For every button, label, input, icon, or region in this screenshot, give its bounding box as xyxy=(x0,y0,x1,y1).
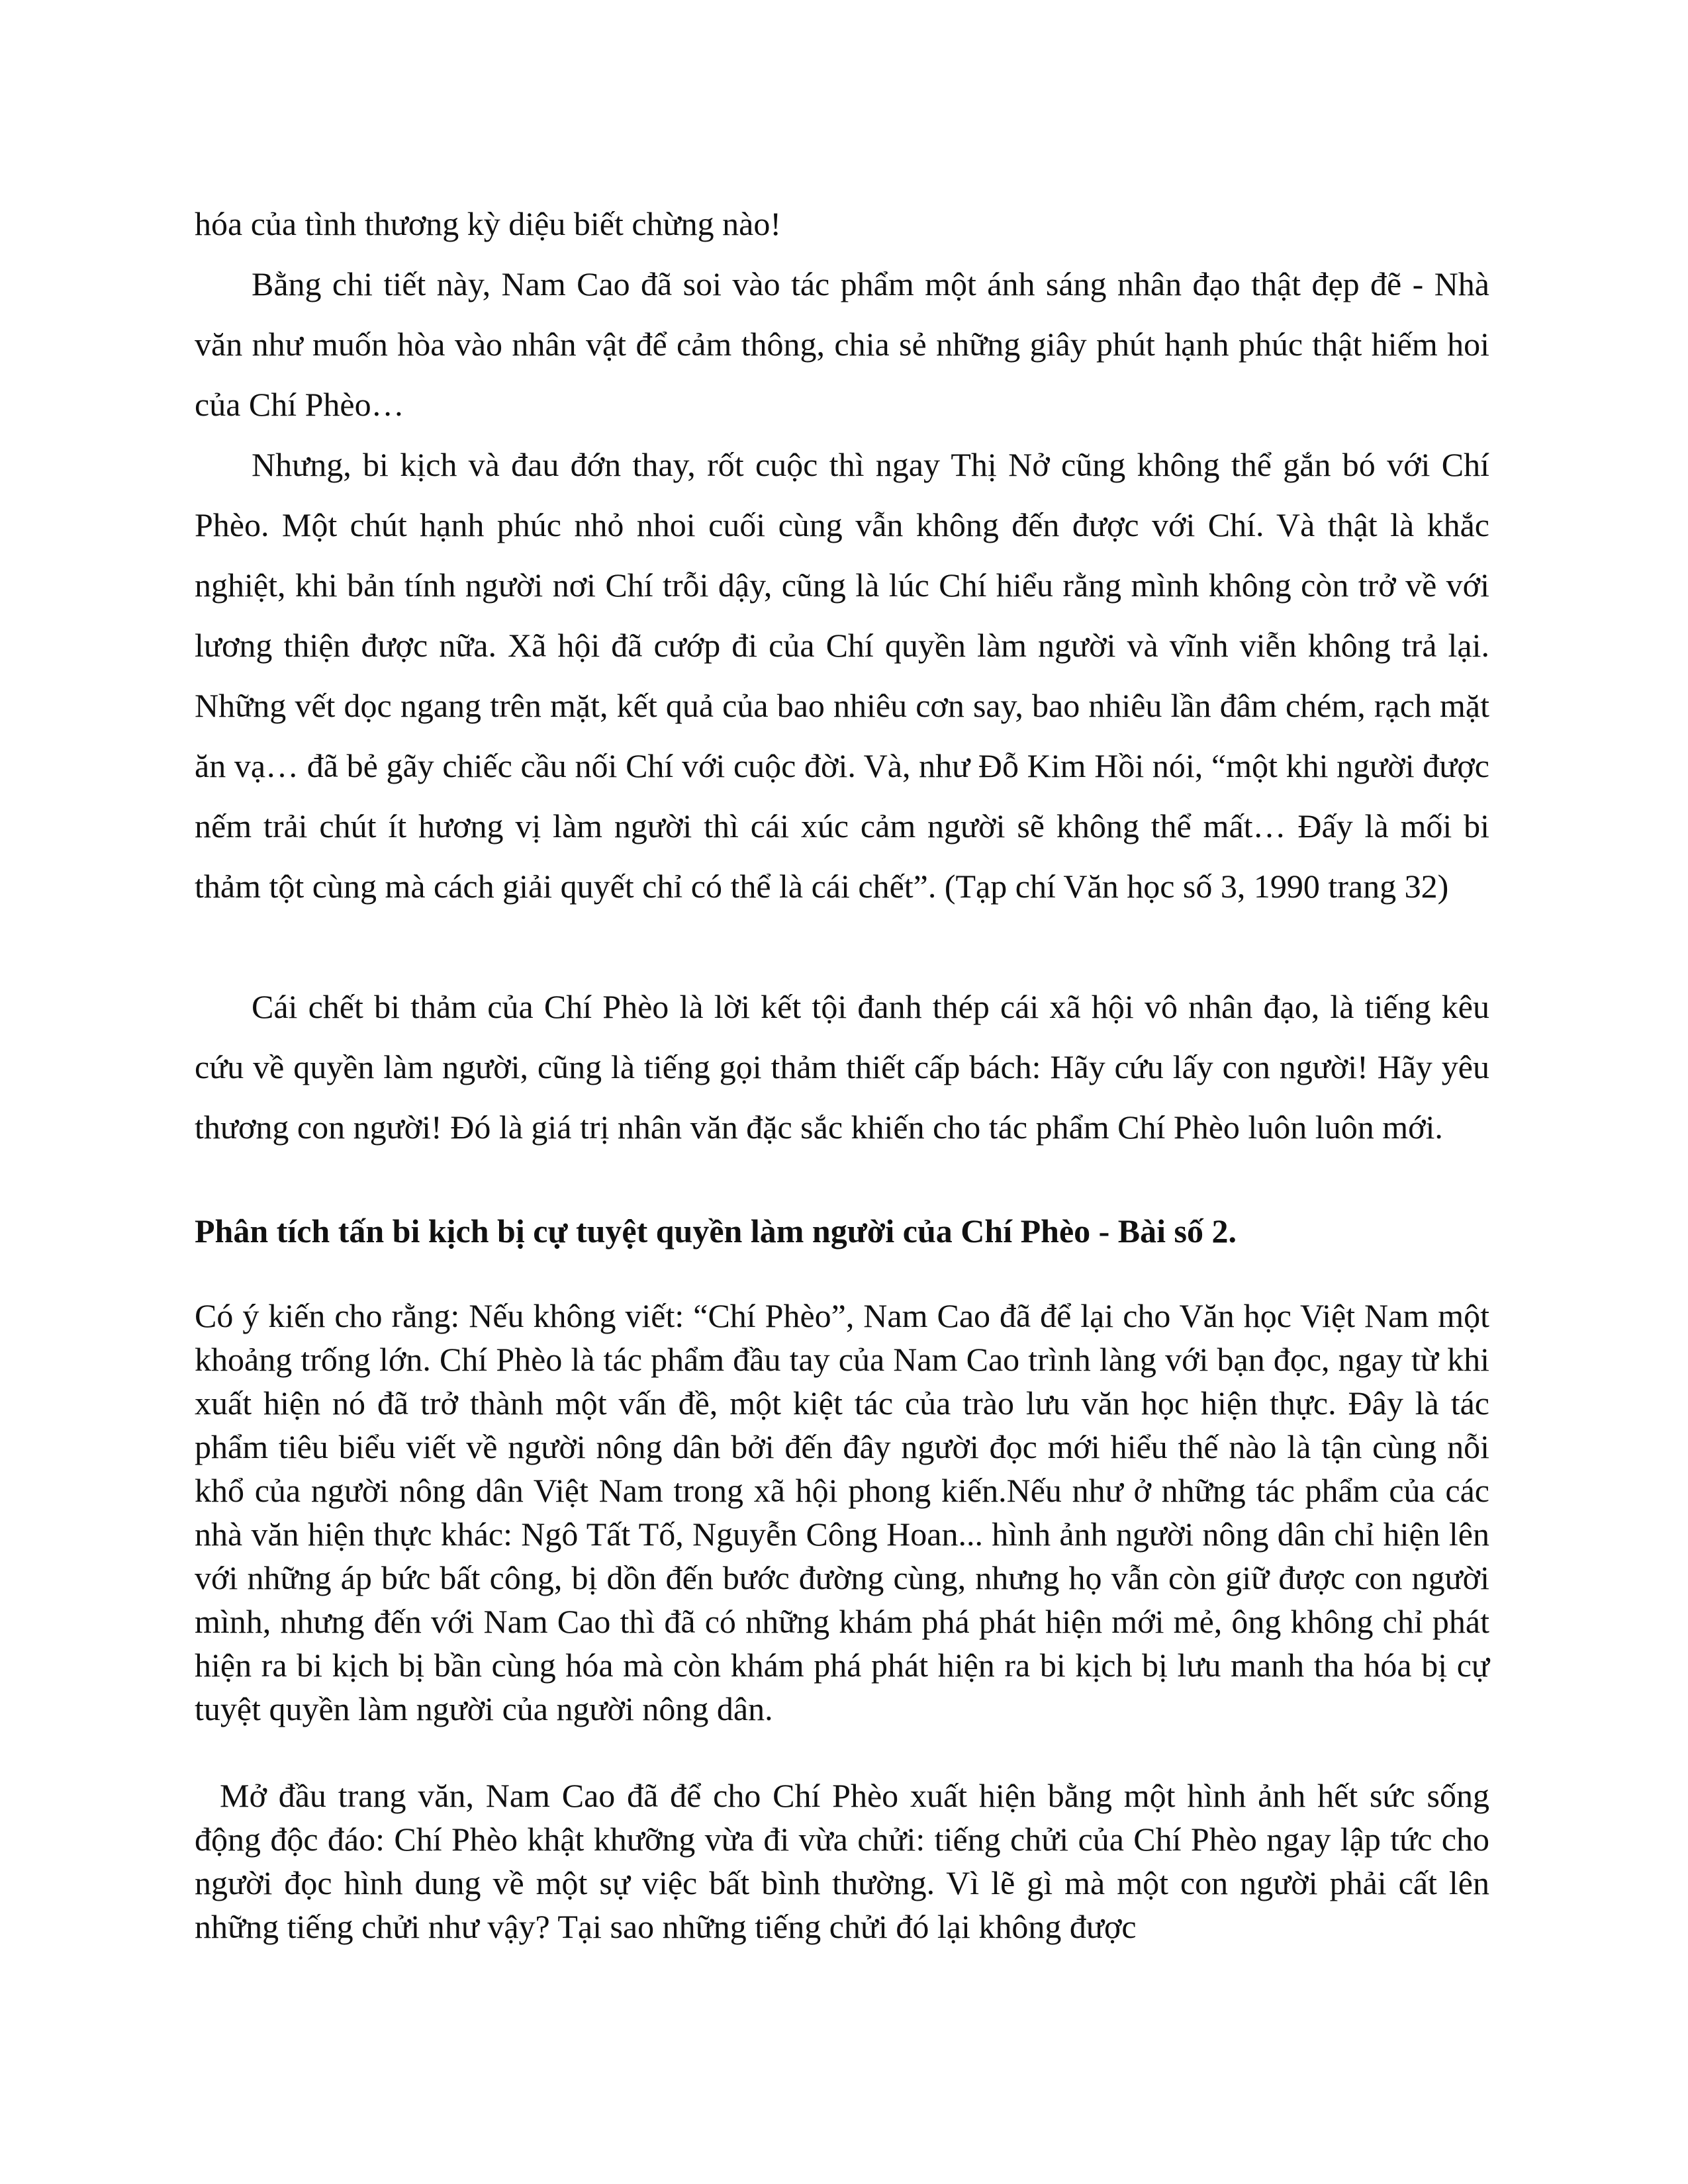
paragraph-continuation: hóa của tình thương kỳ diệu biết chừng nào! xyxy=(195,205,781,242)
section-heading: Phân tích tấn bi kịch bị cự tuyệt quyền làm người của Chí Phèo - Bài số 2. xyxy=(195,1212,1237,1250)
paragraph-opening-scene: Mở đầu trang văn, Nam Cao đã để cho Chí Phèo xuất hiện bằng một hình ảnh hết sức sống động độc đáo: Chí Phèo khật khưỡng vừa đi vừa chửi: tiếng chửi của Chí Phèo ngay lập tức cho người đọc hình dung về một sự việc bất bình thường. Vì lẽ gì mà một con người phải cất lên những tiếng chửi như vậy? Tại sao những tiếng chửi đó lại không được xyxy=(195,1777,1489,1945)
paragraph-introduction: Có ý kiến cho rằng: Nếu không viết: “Chí Phèo”, Nam Cao đã để lại cho Văn học Việt Nam một khoảng trống lớn. Chí Phèo là tác phẩm đầu tay của Nam Cao trình làng với bạn đọc, ngay từ khi xuất hiện nó đã trở thành một vấn đề, một kiệt tác của trào lưu văn học hiện thực. Đây là tác phẩm tiêu biểu viết về người nông dân bởi đến đây người đọc mới hiểu thế nào là tận cùng nỗi khổ của người nông dân Việt Nam trong xã hội phong kiến.Nếu như ở những tác phẩm của các nhà văn hiện thực khác: Ngô Tất Tố, Nguyễn Công Hoan... hình ảnh người nông dân chỉ hiện lên với những áp bức bất công, bị dồn đến bước đường cùng, nhưng họ vẫn còn giữ được con người mình, nhưng đến với Nam Cao thì đã có những khám phá phát hiện mới mẻ, ông không chỉ phát hiện ra bi kịch bị bần cùng hóa mà còn khám phá phát hiện ra bi kịch bị lưu manh tha hóa bị cự tuyệt quyền làm người của người nông dân. xyxy=(195,1297,1489,1727)
paragraph-tragedy: Nhưng, bi kịch và đau đớn thay, rốt cuộc thì ngay Thị Nở cũng không thể gắn bó với Chí Phèo. Một chút hạnh phúc nhỏ nhoi cuối cùng vẫn không đến được với Chí. Và thật là khắc nghiệt, khi bản tính người nơi Chí trỗi dậy, cũng là lúc Chí hiểu rằng mình không còn trở về với lương thiện được nữa. Xã hội đã cướp đi của Chí quyền làm người và vĩnh viễn không trả lại. Những vết dọc ngang trên mặt, kết quả của bao nhiêu cơn say, bao nhiêu lần đâm chém, rạch mặt ăn vạ… đã bẻ gãy chiếc cầu nối Chí với cuộc đời. Và, như Đỗ Kim Hồi nói, “một khi người được nếm trải chút ít hương vị làm người thì cái xúc cảm người sẽ không thể mất… Đấy là mối bi thảm tột cùng mà cách giải quyết chỉ có thể là cái chết”. (Tạp chí Văn học số 3, 1990 trang 32) xyxy=(195,446,1489,905)
paragraph-humanist-light: Bằng chi tiết này, Nam Cao đã soi vào tác phẩm một ánh sáng nhân đạo thật đẹp đẽ - Nhà văn như muốn hòa vào nhân vật để cảm thông, chia sẻ những giây phút hạnh phúc thật hiếm hoi của Chí Phèo… xyxy=(195,265,1489,423)
paragraph-tragic-death: Cái chết bi thảm của Chí Phèo là lời kết tội đanh thép cái xã hội vô nhân đạo, là tiếng kêu cứu về quyền làm người, cũng là tiếng gọi thảm thiết cấp bách: Hãy cứu lấy con người! Hãy yêu thương con người! Đó là giá trị nhân văn đặc sắc khiến cho tác phẩm Chí Phèo luôn luôn mới. xyxy=(195,988,1489,1146)
